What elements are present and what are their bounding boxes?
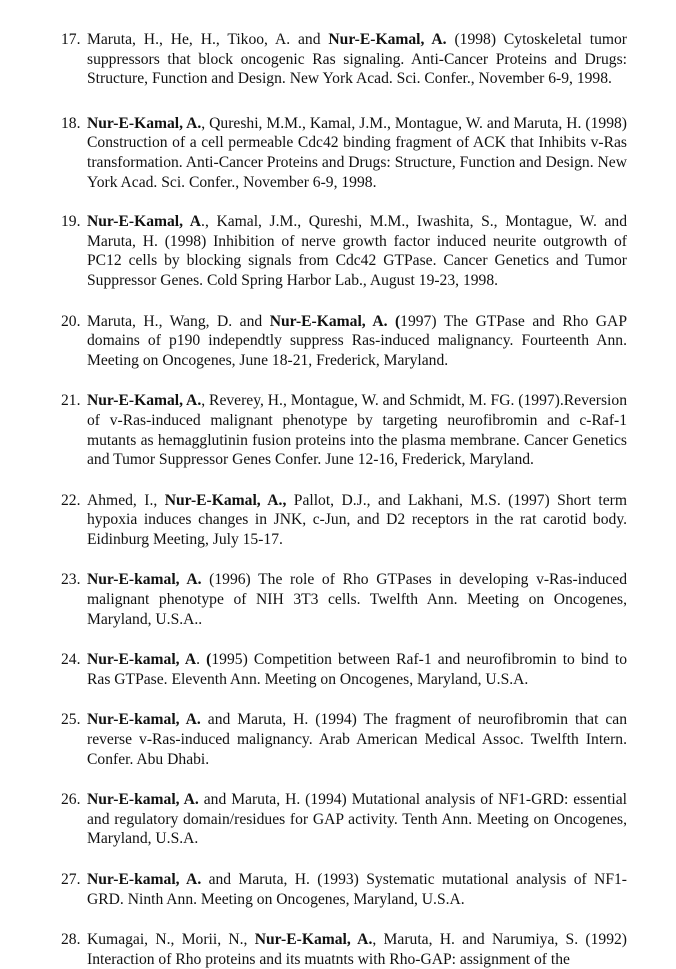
publication-entry bbox=[61, 312, 627, 371]
publication-entry bbox=[61, 114, 627, 192]
citation-text: Pallot, D.J., and Lakhani, M.S. (1997) Short term hypoxia induces changes in JNK, c-Jun, and D2 receptors in the rat carotid body. Eidinburg Meeting, July 15-17. bbox=[87, 491, 627, 548]
publication-entry bbox=[61, 710, 627, 769]
highlighted-author: Nur-E-kamal, A. bbox=[87, 571, 202, 589]
publication-entry bbox=[61, 212, 627, 290]
publication-entry bbox=[61, 491, 627, 550]
highlighted-author: ( bbox=[206, 651, 212, 669]
highlighted-author: Nur-E-Kamal, A. ( bbox=[269, 312, 401, 330]
entry-citation bbox=[87, 931, 627, 968]
entry-number: 23. bbox=[61, 571, 81, 589]
entry-citation bbox=[87, 791, 627, 847]
entry-number: 22. bbox=[61, 491, 81, 509]
entry-number: 21. bbox=[61, 392, 81, 410]
highlighted-author: Nur-E-Kamal, A. bbox=[87, 114, 202, 132]
entry-number: 19. bbox=[61, 213, 81, 231]
highlighted-author: Nur-E-kamal, A. bbox=[87, 871, 202, 888]
highlighted-author: Nur-E-Kamal, A. bbox=[87, 392, 202, 410]
entry-citation bbox=[87, 213, 627, 289]
citation-text: , Reverey, H., Montague, W. and Schmidt, M. FG. (1997).Reversion of v-Ras-induced malignant phenotype by targeting neurofibromin and c-Raf-1 mutants as hemagglutinin fusion proteins into the plasma membrane. Cancer Genetics and Tumor Suppressor Genes Confer. June 12-16, Frederick, Maryland. bbox=[87, 392, 627, 469]
highlighted-author: Nur-E-kamal, A. bbox=[87, 711, 201, 729]
publication-entry bbox=[61, 391, 627, 469]
citation-text: Maruta, H., He, H., Tikoo, A. and bbox=[87, 31, 329, 48]
publication-entry bbox=[61, 790, 627, 849]
citation-text: . bbox=[196, 651, 207, 669]
publication-entry bbox=[61, 870, 627, 909]
entry-number: 24. bbox=[61, 651, 81, 669]
entry-number: 27. bbox=[61, 871, 81, 888]
entry-number: 26. bbox=[61, 791, 81, 809]
citation-text: 1995) Competition between Raf-1 and neurofibromin to bind to Ras GTPase. Eleventh Ann. Meeting on Oncogenes, Maryland, U.S.A. bbox=[87, 651, 627, 688]
citation-text: (1998) Cytoskeletal tumor suppressors that block oncogenic Ras signaling. Anti-Cancer Proteins and Drugs: Structure, Function and Design. New York Acad. Sci. Confer., November 6-9, 1998. bbox=[87, 31, 627, 88]
citation-text: and Maruta, H. (1994) Mutational analysis of NF1-GRD: essential and regulatory domain/residues for GAP activity. Tenth Ann. Meeting on Oncogenes, Maryland, U.S.A. bbox=[87, 791, 627, 848]
citation-text: and Maruta, H. (1994) The fragment of neurofibromin that can reverse v-Ras-induced malignancy. Arab American Medical Assoc. Twelfth Intern. Confer. Abu Dhabi. bbox=[87, 711, 628, 768]
highlighted-author: Nur-E-Kamal, A. bbox=[328, 31, 447, 48]
entry-number: 25. bbox=[61, 711, 81, 729]
highlighted-author: Nur-E-kamal, A bbox=[87, 651, 197, 669]
highlighted-author: Nur-E-Kamal, A bbox=[87, 213, 202, 231]
entry-citation bbox=[87, 115, 627, 191]
entry-number: 20. bbox=[61, 312, 81, 330]
citation-text: Ahmed, I., bbox=[87, 491, 165, 509]
highlighted-author: Nur-E-Kamal, A., bbox=[164, 491, 287, 509]
publication-entry bbox=[61, 570, 627, 629]
publication-entry bbox=[61, 930, 627, 969]
highlighted-author: Nur-E-kamal, A. bbox=[87, 791, 199, 809]
citation-text: ., Kamal, J.M., Qureshi, M.M., Iwashita, S., Montague, W. and Maruta, H. (1998) Inhibition of nerve growth factor induced neurite outgrowth of PC12 cells by blocking signals from Cdc42 GTPase. Cancer Genetics and Tumor Suppressor Genes. Cold Spring Harbor Lab., August 19-23, 1998. bbox=[87, 213, 627, 289]
citation-text: and Maruta, H. (1993) Systematic mutational analysis of NF1-GRD. Ninth Ann. Meeting on Oncogenes, Maryland, U.S.A. bbox=[87, 871, 627, 908]
entry-citation bbox=[87, 571, 627, 627]
entry-number: 17. bbox=[61, 31, 81, 48]
citation-text: Maruta, H., Wang, D. and bbox=[87, 312, 270, 330]
entry-number: 18. bbox=[61, 114, 81, 132]
publication-entry bbox=[61, 650, 627, 689]
entry-number: 28. bbox=[61, 931, 81, 949]
entry-citation bbox=[87, 492, 627, 548]
citation-text: , Qureshi, M.M., Kamal, J.M., Montague, W. and Maruta, H. (1998) Construction of a cell permeable Cdc42 binding fragment of ACK that Inhibits v-Ras transformation. Anti-Cancer Proteins and Drugs: Structure, Function and Design. New York Acad. Sci. Confer., November 6-9, 1998. bbox=[87, 114, 627, 191]
citation-text: (1996) The role of Rho GTPases in developing v-Ras-induced malignant phenotype of NIH 3T3 cells. Twelfth Ann. Meeting on Oncogenes, Maryland, U.S.A.. bbox=[87, 571, 628, 628]
entry-citation bbox=[87, 711, 627, 767]
entry-citation bbox=[87, 871, 627, 908]
publication-list bbox=[61, 30, 627, 969]
entry-citation bbox=[87, 651, 627, 688]
publication-entry bbox=[61, 30, 627, 89]
citation-text: 1997) The GTPase and Rho GAP domains of p190 independtly suppress Ras-induced malignancy. Fourteenth Ann. Meeting on Oncogenes, June 18-21, Frederick, Maryland. bbox=[87, 312, 627, 369]
entry-citation bbox=[87, 392, 627, 468]
citation-text: Kumagai, N., Morii, N., bbox=[87, 931, 255, 949]
citation-text: , Maruta, H. and Narumiya, S. (1992) Interaction of Rho proteins and its muatnts with Rho-GAP: assignment of the bbox=[87, 931, 627, 968]
entry-citation bbox=[87, 31, 627, 87]
entry-citation bbox=[87, 313, 627, 369]
highlighted-author: Nur-E-Kamal, A. bbox=[254, 931, 373, 949]
